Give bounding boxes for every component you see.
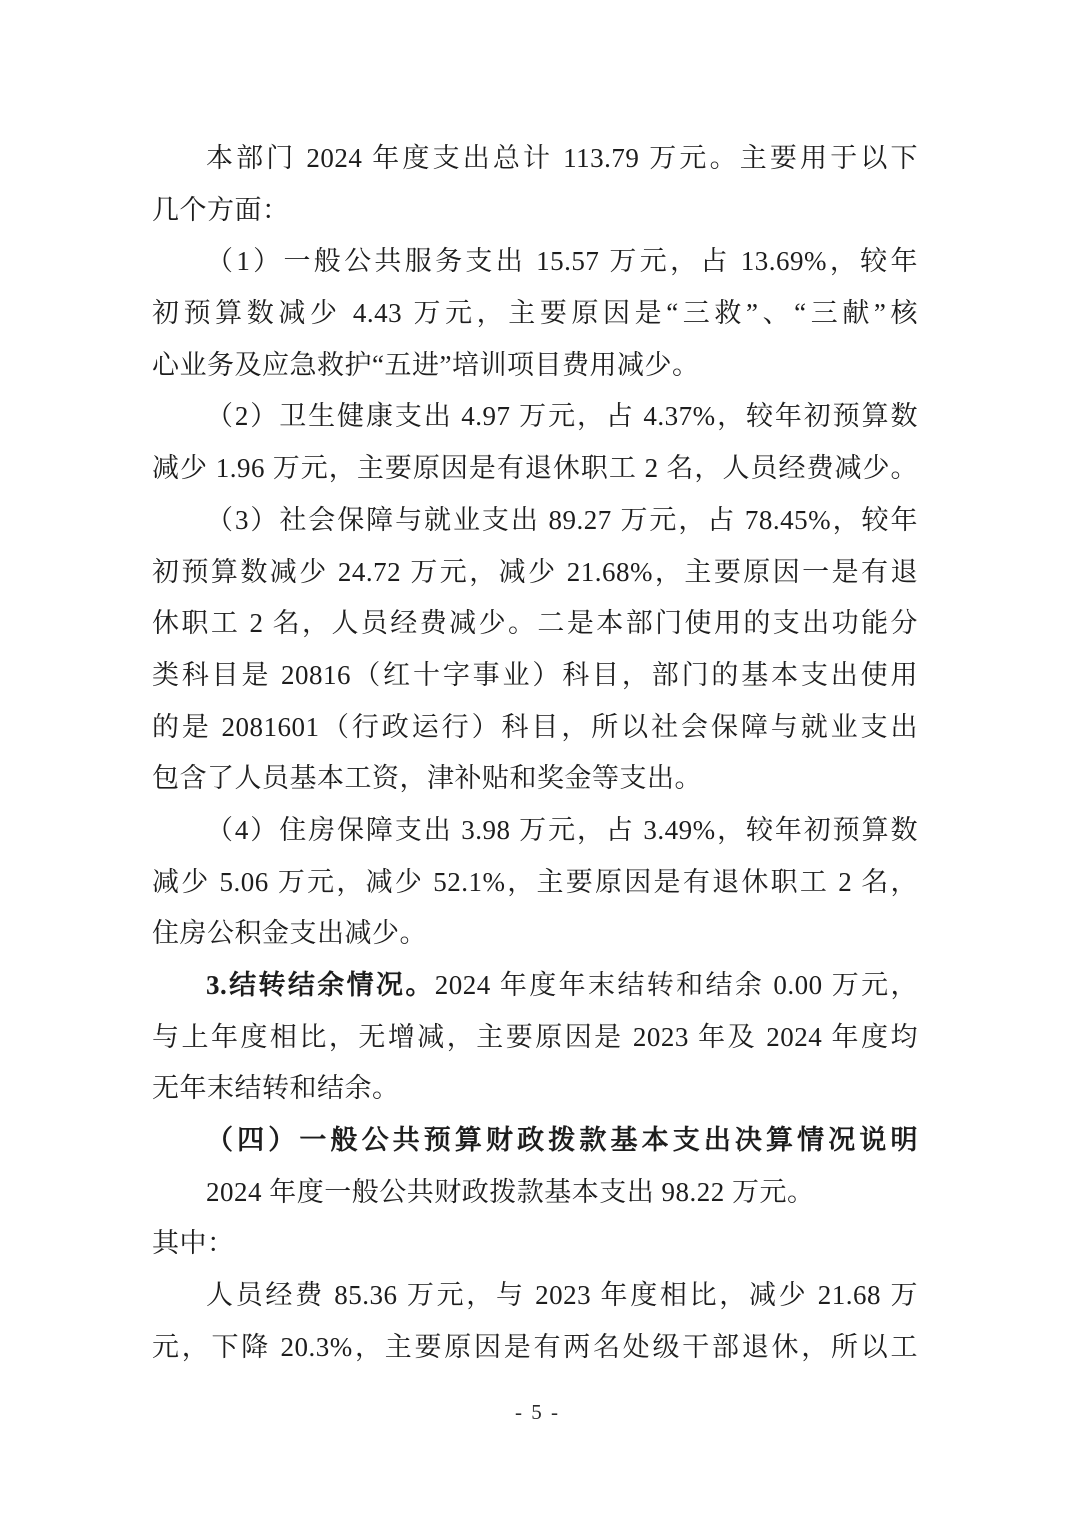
document-text-block (152, 133, 918, 1374)
page-number: - 5 - (515, 1400, 560, 1424)
doc-line: 初预算数减少 24.72 万元，减少 21.68%，主要原因一是有退 (152, 556, 918, 587)
doc-line: （1）一般公共服务支出 15.57 万元，占 13.69%，较年 (206, 246, 918, 277)
doc-line: 减少 5.06 万元，减少 52.1%，主要原因是有退休职工 2 名， (152, 866, 918, 897)
doc-line: 休职工 2 名，人员经费减少。二是本部门使用的支出功能分 (152, 608, 918, 639)
doc-line (152, 960, 918, 1012)
doc-line: 元，下降 20.3%，主要原因是有两名处级干部退休，所以工 (152, 1331, 918, 1362)
doc-line: 的是 2081601（行政运行）科目，所以社会保障与就业支出 (152, 711, 918, 742)
doc-line: 几个方面： (152, 194, 290, 225)
inline-subheading: 3.结转结余情况。 (206, 970, 435, 1000)
doc-line: 人员经费 85.36 万元，与 2023 年度相比，减少 21.68 万 (206, 1280, 918, 1311)
doc-line: 无年末结转和结余。 (152, 1073, 400, 1104)
inline-text: 2024 年度年末结转和结余 0.00 万元， (434, 970, 918, 1000)
doc-line: （4）住房保障支出 3.98 万元，占 3.49%，较年初预算数 (206, 814, 918, 845)
doc-line: 其中： (152, 1228, 235, 1259)
doc-line: 心业务及应急救护“五进”培训项目费用减少。 (152, 349, 700, 380)
doc-line: 包含了人员基本工资，津补贴和奖金等支出。 (152, 763, 702, 794)
doc-line: 减少 1.96 万元，主要原因是有退休职工 2 名，人员经费减少。 (152, 453, 918, 484)
doc-line: 本部门 2024 年度支出总计 113.79 万元。主要用于以下 (206, 143, 918, 173)
doc-line: 类科目是 20816（红十字事业）科目，部门的基本支出使用 (152, 659, 918, 690)
doc-line: 住房公积金支出减少。 (152, 918, 427, 949)
section-heading: （四）一般公共预算财政拨款基本支出决算情况说明 (206, 1125, 918, 1156)
doc-line: 2024 年度一般公共财政拨款基本支出 98.22 万元。 (206, 1176, 815, 1207)
doc-line: （2）卫生健康支出 4.97 万元，占 4.37%，较年初预算数 (206, 401, 918, 432)
doc-line: 与上年度相比，无增减，主要原因是 2023 年及 2024 年度均 (152, 1021, 918, 1052)
doc-line: 初预算数减少 4.43 万元，主要原因是“三救”、“三献”核 (152, 298, 918, 329)
doc-line: （3）社会保障与就业支出 89.27 万元，占 78.45%，较年 (206, 504, 918, 535)
